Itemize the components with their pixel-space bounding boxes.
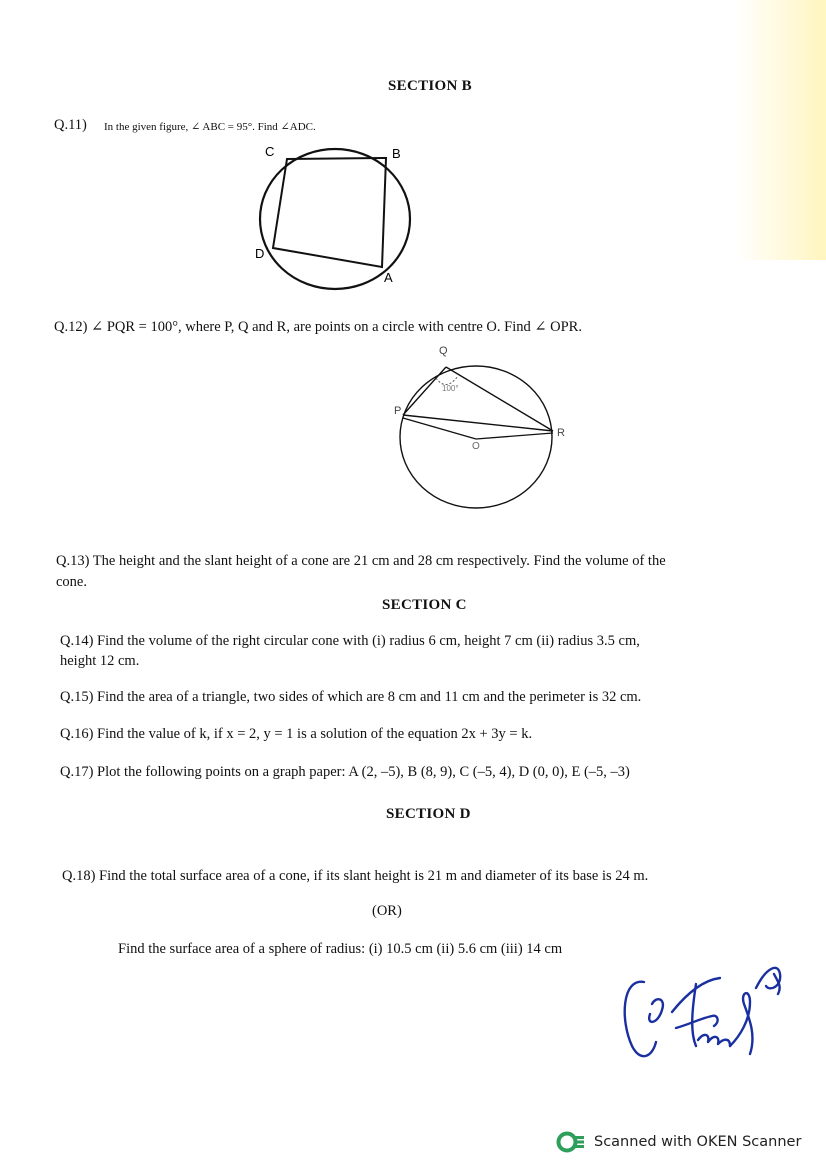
q18-alt-text: Find the surface area of a sphere of radius: (i) 10.5 cm (ii) 5.6 cm (iii) 14 cm bbox=[118, 941, 563, 957]
q11-figure bbox=[0, 0, 826, 300]
q11-label-c: C bbox=[265, 144, 275, 159]
q12-label-o: O bbox=[472, 441, 480, 452]
q18-or: (OR) bbox=[372, 903, 402, 919]
q12-label-q: Q bbox=[439, 345, 448, 357]
scanner-footer-text: Scanned with OKEN Scanner bbox=[594, 1134, 802, 1150]
q11-label-b: B bbox=[392, 146, 401, 161]
scanner-logo-icon bbox=[556, 1131, 586, 1153]
q18-text: Q.18) Find the total surface area of a cone, if its slant height is 21 m and diameter of its base is 24 m. bbox=[62, 868, 649, 884]
q12-radius-or bbox=[476, 433, 553, 439]
q12-chord-pq bbox=[403, 367, 446, 415]
q12-text: Q.12) ∠ PQR = 100°, where P, Q and R, are points on a circle with centre O. Find ∠ OPR. bbox=[54, 319, 582, 335]
q12-circle bbox=[400, 366, 552, 508]
q12-label-r: R bbox=[557, 427, 565, 439]
q11-quadrilateral bbox=[273, 158, 386, 267]
scanner-footer bbox=[556, 1129, 801, 1155]
section-c-heading: SECTION C bbox=[382, 597, 467, 613]
q12-label-p: P bbox=[394, 405, 402, 417]
section-b-heading: SECTION B bbox=[388, 78, 472, 94]
q12-figure bbox=[0, 300, 826, 530]
q12-angle-label: 100° bbox=[442, 384, 459, 393]
q13-line2: cone. bbox=[56, 574, 87, 590]
q14-line2: height 12 cm. bbox=[60, 653, 140, 669]
q16-text: Q.16) Find the value of k, if x = 2, y = 1 is a solution of the equation 2x + 3y = k. bbox=[60, 726, 533, 742]
section-d-heading: SECTION D bbox=[386, 806, 471, 822]
q15-text: Q.15) Find the area of a triangle, two sides of which are 8 cm and 11 cm and the perimeter is 32 cm. bbox=[60, 689, 642, 705]
q13-line1: Q.13) The height and the slant height of a cone are 21 cm and 28 cm respectively. Find the volume of the bbox=[56, 553, 666, 569]
q11-text: In the given figure, ∠ ABC = 95°. Find ∠ADC. bbox=[104, 121, 316, 133]
q11-number: Q.11) bbox=[54, 117, 87, 133]
q17-text: Q.17) Plot the following points on a graph paper: A (2, –5), B (8, 9), C (–5, 4), D (0, 0), E (–5, –3) bbox=[60, 764, 630, 780]
q11-label-a: A bbox=[384, 270, 393, 285]
signature bbox=[600, 940, 810, 1080]
q11-label-d: D bbox=[255, 246, 265, 261]
q14-line1: Q.14) Find the volume of the right circular cone with (i) radius 6 cm, height 7 cm (ii) radius 3.5 cm, bbox=[60, 633, 640, 649]
q11-circle bbox=[260, 149, 410, 289]
